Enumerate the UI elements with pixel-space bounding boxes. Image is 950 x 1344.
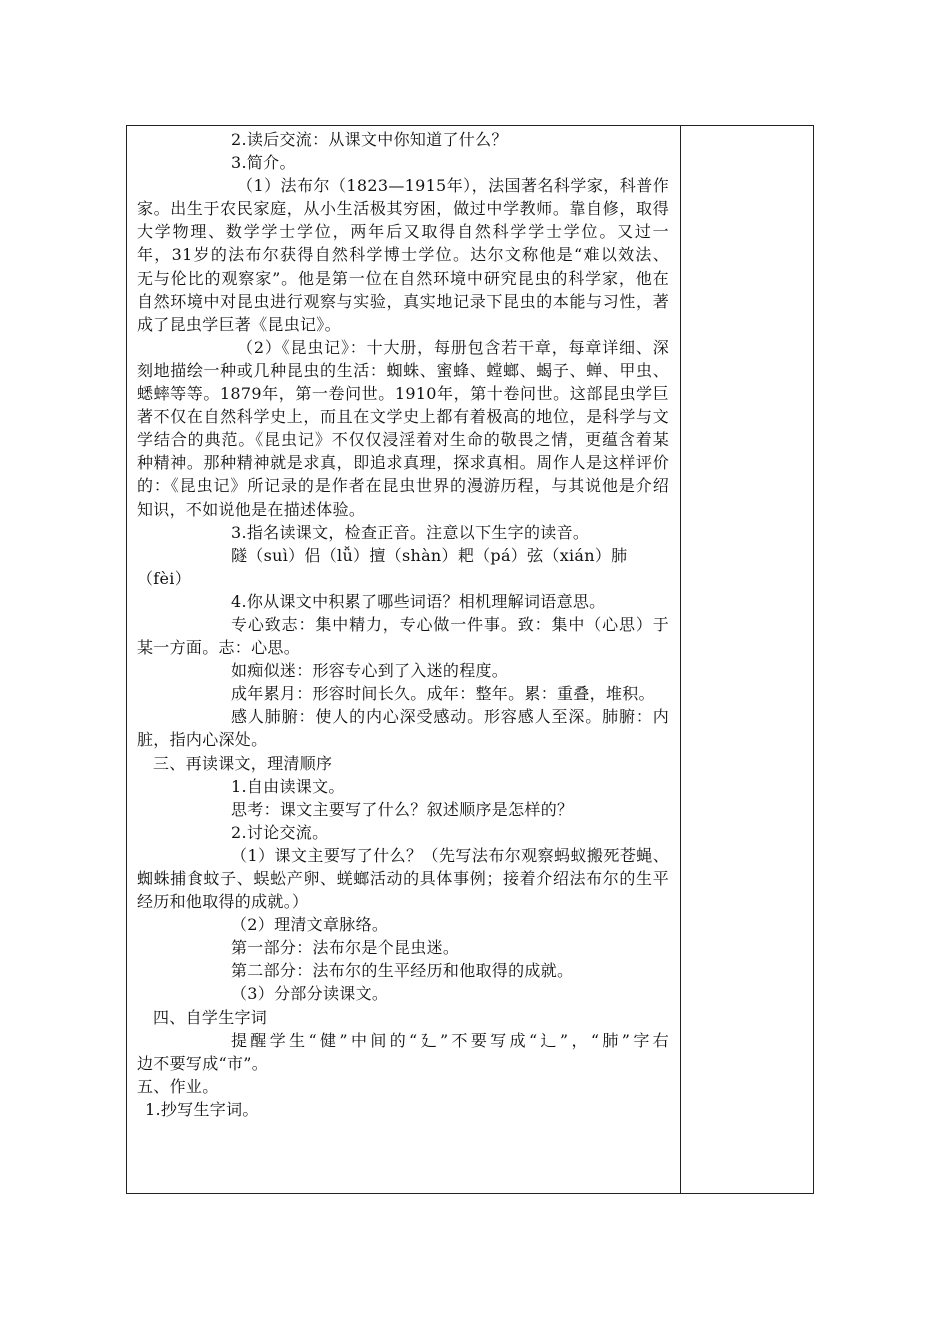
text-line: 隧（suì）侣（lǚ）擅（shàn）耙（pá）弦（xián）肺 [231,545,628,565]
text-line: 家。出生于农民家庭，从小生活极其穷困，做过中学教师。靠自修，取得 [137,199,669,219]
text-line: 3.简介。 [231,153,296,173]
text-line: （2）理清文章脉络。 [231,915,389,935]
text-line: （1）法布尔（1823—1915年），法国著名科学家，科普作 [237,176,669,196]
text-line: 专心致志：集中精力，专心做一件事。致：集中（心思）于 [231,614,669,634]
text-line: 自然环境中对昆虫进行观察与实验，真实地记录下昆虫的本能与习性，著 [137,291,669,311]
text-line: 3.指名读课文，检查正音。注意以下生字的读音。 [231,522,590,542]
text-line: 成年累月：形容时间长久。成年：整年。累：重叠，堆积。 [231,684,655,704]
text-line: 四、自学生字词 [153,1007,268,1027]
text-line: 思考：课文主要写了什么？叙述顺序是怎样的？ [231,799,574,819]
text-line: 第一部分：法布尔是个昆虫迷。 [231,938,460,958]
text-line: 提醒学生“健”中间的“廴”不要写成“辶”，“肺”字右 [231,1030,669,1050]
text-line: 脏，指内心深处。 [137,730,268,750]
notes-cell [681,126,813,1193]
text-line: 种精神。那种精神就是求真，即追求真理，探求真相。周作人是这样评价 [137,453,669,473]
text-line: 学结合的典范。《昆虫记》不仅仅浸淫着对生命的敬畏之情，更蕴含着某 [137,430,669,450]
text-line: 的：《昆虫记》所记录的是作者在昆虫世界的漫游历程，与其说他是介绍 [137,476,669,496]
text-line: 年，31岁的法布尔获得自然科学博士学位。达尔文称他是“难以效法、 [137,245,669,265]
text-line: 1.抄写生字词。 [145,1099,259,1119]
text-line: 经历和他取得的成就。） [137,892,309,912]
text-line: 2.讨论交流。 [231,822,329,842]
text-line: （2）《昆虫记》：十大册，每册包含若干章，每章详细、深 [237,337,669,357]
text-line: 成了昆虫学巨著《昆虫记》。 [137,314,341,334]
text-line: 蜘蛛捕食蚊子、蜈蚣产卵、蜣螂活动的具体事例；接着介绍法布尔的生平 [137,869,669,888]
text-line: 如痴似迷：形容专心到了入迷的程度。 [231,661,509,681]
text-line: 边不要写成“市”。 [137,1053,269,1073]
text-line: 五、作业。 [137,1076,219,1096]
text-line: 大学物理、数学学士学位，两年后又取得自然科学学士学位。又过一 [137,222,669,242]
text-line: 著不仅在自然科学史上，而且在文学史上都有着极高的地位，是科学与文 [137,407,669,427]
text-line: 1.自由读课文。 [231,776,345,796]
text-line: （fèi） [137,568,192,588]
text-line: 无与伦比的观察家”。他是第一位在自然环境中研究昆虫的科学家，他在 [137,268,669,288]
text-line: 蟋蟀等等。1879年，第一卷问世。1910年，第十卷问世。这部昆虫学巨 [137,384,669,404]
lesson-plan-table [126,125,814,1194]
text-line: 第二部分：法布尔的生平经历和他取得的成就。 [231,961,574,981]
text-line: （3）分部分读课文。 [231,984,389,1004]
text-line: 感人肺腑：使人的内心深受感动。形容感人至深。肺腑：内 [231,707,669,727]
text-line: 三、再读课文，理清顺序 [153,753,333,773]
text-line: 某一方面。志：心思。 [137,638,301,658]
text-line: 4.你从课文中积累了哪些词语？相机理解词语意思。 [231,591,606,611]
text-line: 2.读后交流：从课文中你知道了什么？ [231,130,508,149]
text-line: （1）课文主要写了什么？（先写法布尔观察蚂蚁搬死苍蝇、 [231,845,669,865]
lesson-content-cell [137,128,669,1188]
text-line: 刻地描绘一种或几种昆虫的生活：蜘蛛、蜜蜂、螳螂、蝎子、蝉、甲虫、 [137,360,669,380]
text-line: 知识，不如说他是在描述体验。 [137,499,366,519]
